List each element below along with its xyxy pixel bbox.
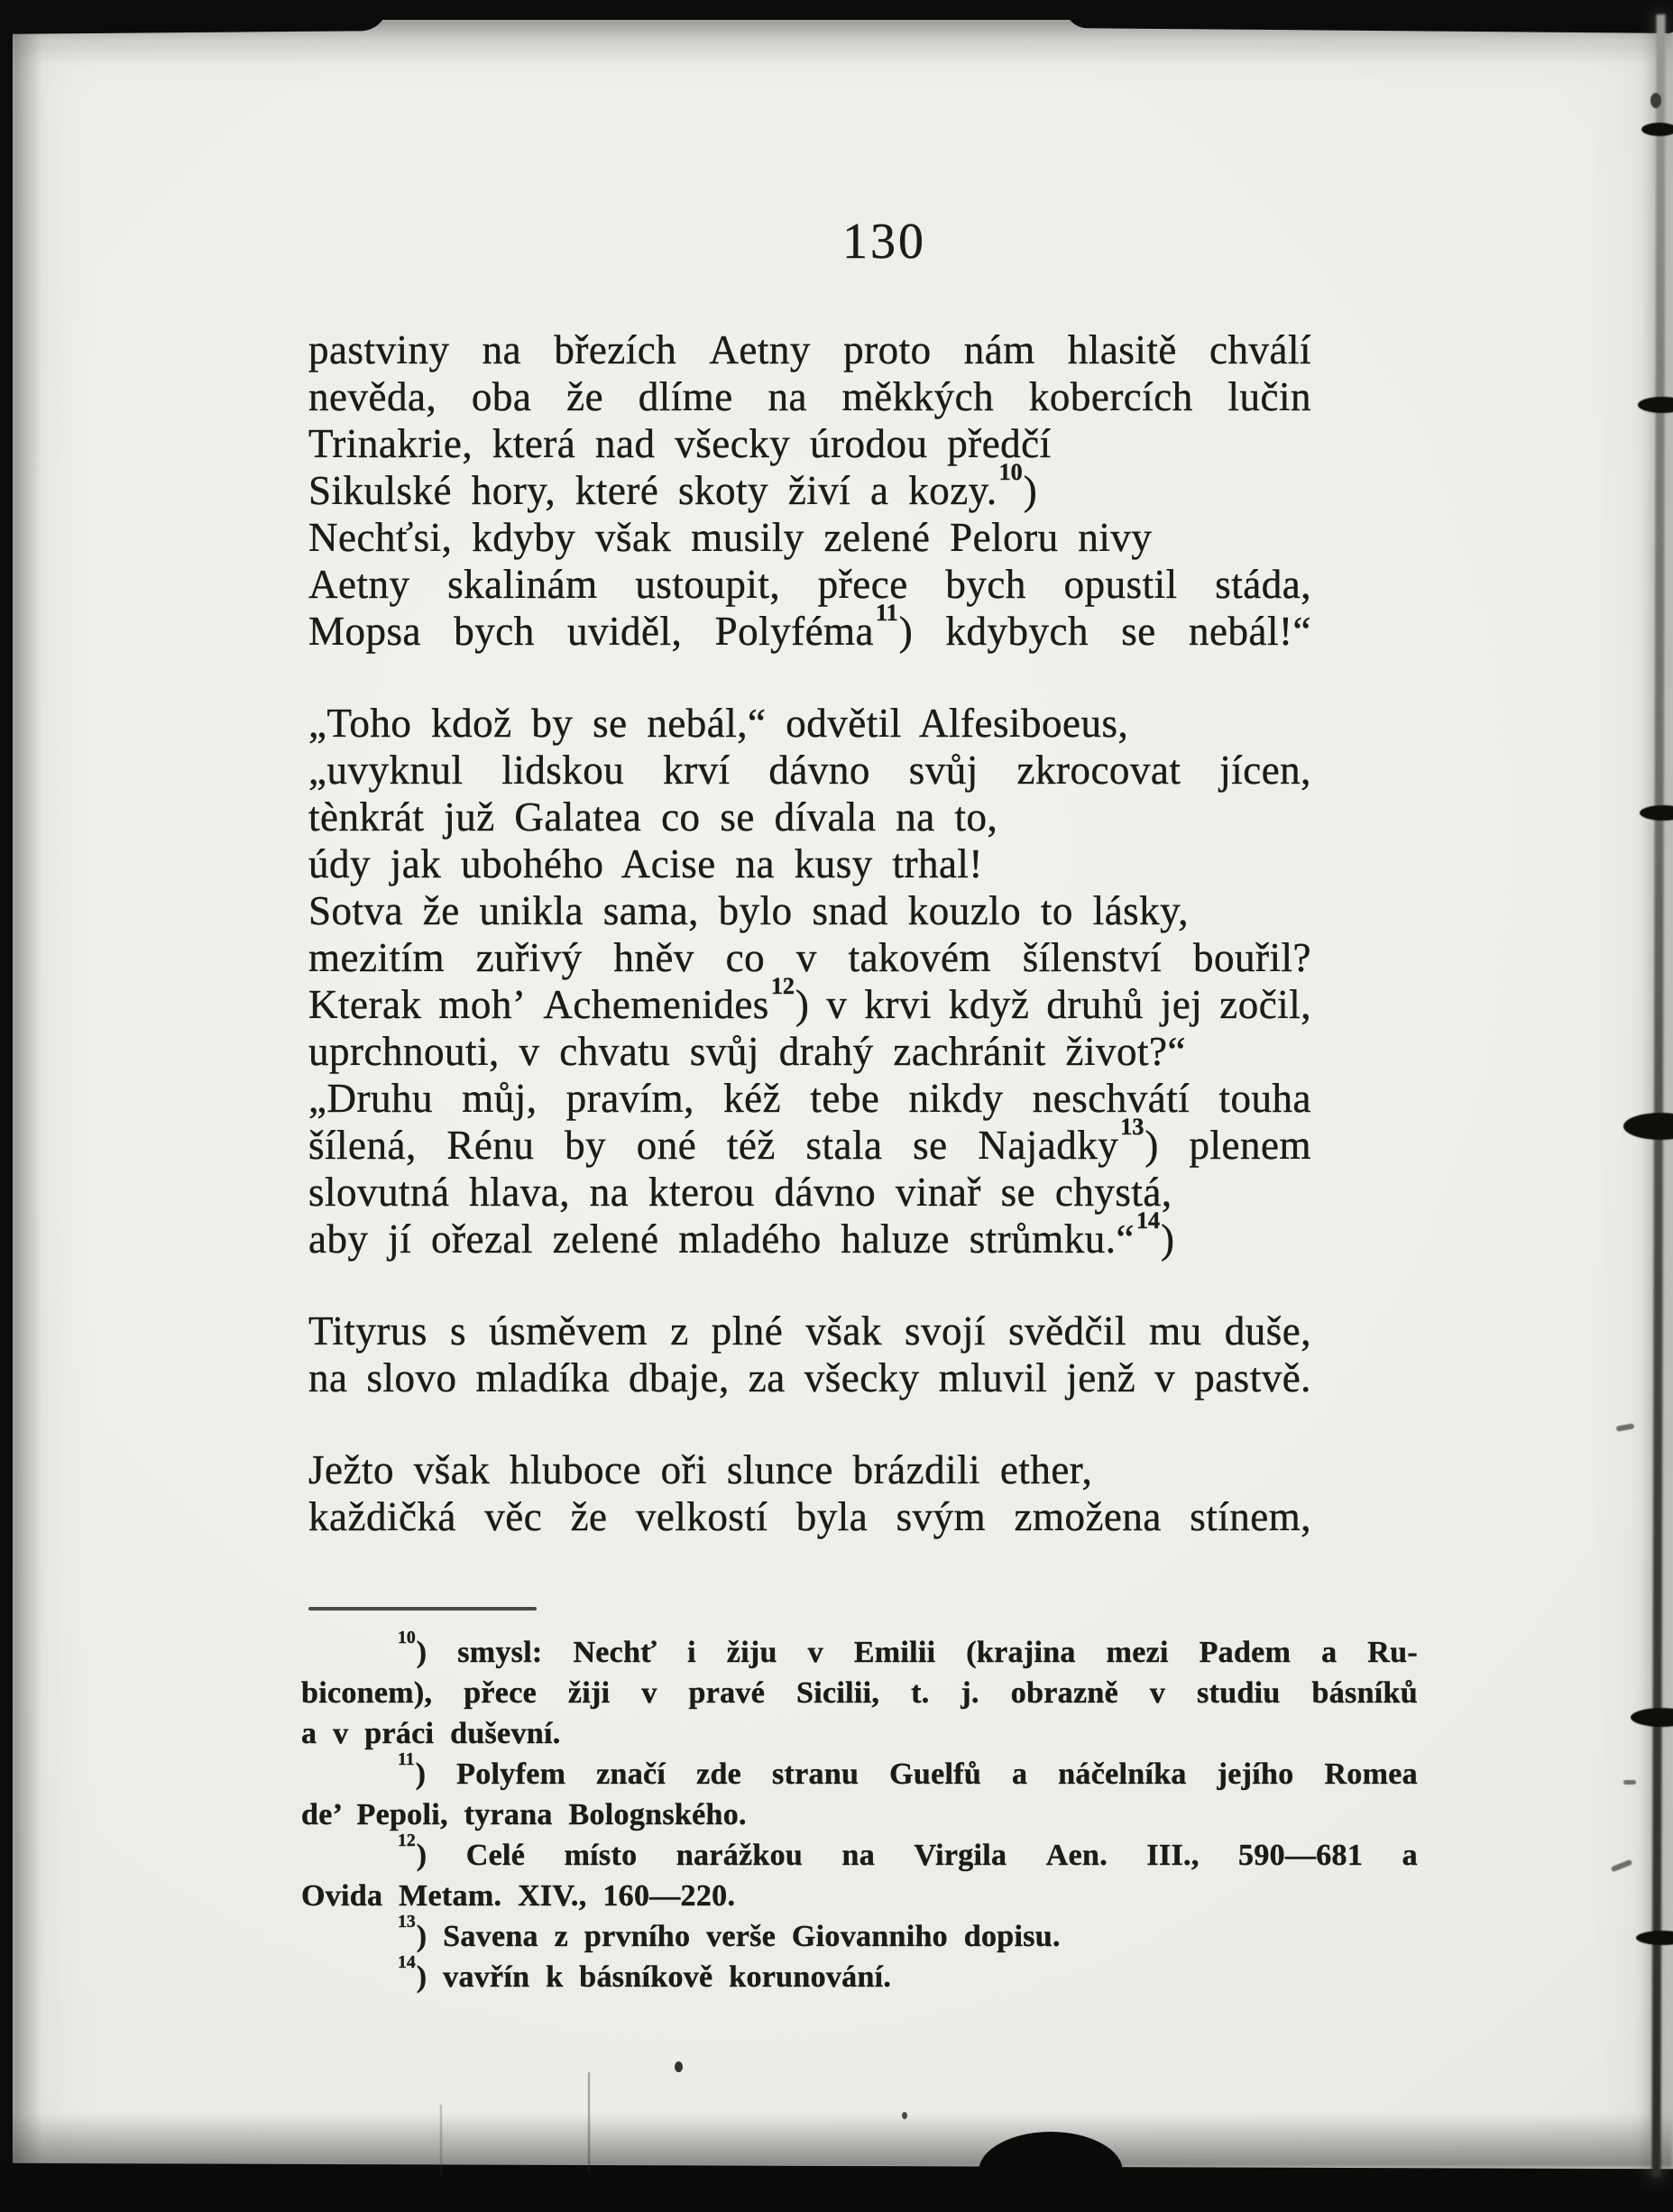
word: (krajina (966, 1636, 1076, 1669)
word: hněv (613, 935, 694, 980)
scan-border-bottom (0, 2163, 1673, 2212)
word: dávno (768, 748, 870, 793)
word: hlasitě (1067, 327, 1177, 372)
verse-line: slovutná hlava, na kterou dávno vinař se chystá, (308, 1170, 1172, 1215)
word: $^{10}$) (398, 1628, 427, 1669)
verse-line: Ježto však hluboce oři slunce brázdili ether, (308, 1447, 1093, 1492)
footnote-line: de’ Pepoli, tyrana Bolognského. (301, 1798, 747, 1831)
word: pastvě. (1194, 1355, 1311, 1400)
word: svědčil (1008, 1308, 1127, 1354)
verse-line (308, 1308, 1311, 1354)
word: stáda, (1215, 562, 1311, 607)
word: mluvil (938, 1355, 1048, 1400)
word: s (450, 1308, 467, 1354)
word: moh’ (438, 982, 527, 1027)
word: jenž (1066, 1355, 1136, 1400)
scan-corner-top-right (1064, 0, 1673, 33)
footnote-item (301, 1628, 1418, 1754)
word: opustil (1063, 562, 1178, 607)
word: chválí (1209, 327, 1311, 372)
word: krvi (864, 982, 932, 1027)
verse-line (308, 747, 1311, 794)
footnotes-section (301, 1628, 1418, 1997)
scan-speck (675, 2061, 683, 2072)
word: březích (554, 327, 677, 372)
word: biconem), (301, 1676, 433, 1710)
word: též (726, 1123, 776, 1168)
word: by (565, 1123, 607, 1168)
word: krví (663, 748, 731, 793)
word: v (826, 982, 848, 1027)
word: pastviny (308, 327, 450, 372)
word: j. (961, 1676, 979, 1710)
footnote-ref-marker: 14 (1135, 1207, 1161, 1234)
word: že (566, 374, 604, 419)
word: oné (636, 1123, 697, 1168)
scan-scratch (588, 2072, 590, 2173)
word: Aetny (308, 562, 410, 607)
word: bych (454, 609, 535, 654)
footnote-item (301, 1749, 1418, 1835)
word: lučin (1227, 374, 1311, 419)
word: v (795, 935, 817, 980)
verse-line (308, 1114, 1311, 1169)
footnote-line (301, 1831, 1418, 1876)
word: svým (896, 1494, 987, 1539)
word: touha (1218, 1076, 1311, 1121)
word: šílená, (308, 1123, 417, 1168)
scan-speck (902, 2112, 907, 2119)
word: lidskou (501, 748, 625, 793)
verse-line (308, 600, 1311, 655)
word: kéž (723, 1076, 782, 1121)
word: když (948, 982, 1030, 1027)
word: zočil, (1219, 982, 1311, 1027)
word: za (748, 1355, 786, 1400)
word: však (805, 1308, 882, 1354)
ink-blob (1641, 123, 1673, 136)
word: se (1121, 609, 1156, 654)
word: Tityrus (308, 1308, 427, 1354)
verse-line: Nechťsi, kdyby však musily zelené Peloru nivy (308, 515, 1153, 560)
verse-line (308, 973, 1311, 1028)
word: jícen, (1219, 748, 1311, 793)
word: žiji (567, 1676, 611, 1710)
word: pravé (688, 1676, 766, 1710)
footnote-ref-marker: 13 (1120, 1114, 1144, 1141)
word: byla (795, 1494, 869, 1539)
word: proto (843, 327, 932, 372)
word: „Druhu (308, 1076, 433, 1121)
word: $^{11}$) (398, 1749, 427, 1791)
word: co (725, 935, 766, 980)
word: neschvátí (1032, 1076, 1190, 1121)
footnote-ref-marker: 11 (876, 600, 898, 627)
verse-line: uprchnouti, v chvatu svůj drahý zachránit život?“ (308, 1029, 1186, 1074)
word: Kterak (308, 982, 422, 1027)
footnote-line: $^{14}$) vavřín k básníkově korunování. (398, 1952, 892, 1994)
word: šílenství (1022, 935, 1163, 980)
word: žiju (726, 1636, 777, 1669)
word: Aen. (1045, 1839, 1108, 1872)
word: každičká (308, 1494, 456, 1539)
scan-left-smudge (12, 0, 42, 2201)
verse-line: tènkrát juž Galatea co se dívala na to, (308, 794, 998, 840)
word: svojí (904, 1308, 986, 1354)
word: zmožena (1014, 1494, 1162, 1539)
scan-corner-top-left (0, 4, 388, 34)
word: Virgila (914, 1839, 1007, 1872)
word: a (1321, 1636, 1337, 1669)
word: Ru- (1367, 1636, 1418, 1669)
word: duše, (1224, 1308, 1311, 1354)
word: na (482, 327, 522, 372)
footnote-line (301, 1673, 1418, 1713)
scan-scratch (440, 2105, 442, 2175)
verse-line (308, 1493, 1311, 1540)
stanza (308, 1308, 1311, 1401)
verse-line (308, 1354, 1311, 1401)
stanza (308, 700, 1311, 1262)
word: v (1154, 1355, 1176, 1400)
footnote-item (301, 1831, 1418, 1916)
word: takovém (848, 935, 992, 980)
word: Padem (1199, 1636, 1292, 1669)
footnote-item (301, 1952, 1418, 1997)
footnote-line: a v práci duševní. (301, 1717, 561, 1750)
word: nikdy (908, 1076, 1004, 1121)
verse-line: Sotva že unikla sama, bylo snad kouzlo to lásky, (308, 888, 1190, 933)
word: Guelfů (889, 1758, 982, 1791)
verse-line: Trinakrie, která nad všecky úrodou předčí (308, 421, 1052, 466)
scan-bottom-smudge (0, 2114, 1673, 2168)
word: Celé (465, 1839, 526, 1872)
word: Polyféma$^{11}$) (714, 600, 914, 654)
word: kdybych (945, 609, 1089, 654)
word: obrazně (1010, 1676, 1118, 1710)
word: Polyfem (456, 1758, 566, 1791)
footnote-ref-marker: 10 (398, 1628, 416, 1648)
word: Sicilii, (796, 1676, 880, 1710)
word: mezitím (308, 935, 445, 980)
footnote-ref-marker: 14 (398, 1952, 416, 1973)
word: na (768, 374, 807, 419)
word: mladíka (475, 1355, 610, 1400)
footnote-line (301, 1749, 1418, 1794)
verse-line (308, 561, 1311, 608)
word: mu (1149, 1308, 1202, 1354)
word: Nechť (573, 1636, 657, 1669)
word: ustoupit, (635, 562, 781, 607)
verse-line (308, 326, 1311, 373)
word: se (913, 1123, 948, 1168)
footnote-ref-marker: 12 (398, 1831, 416, 1851)
word: zde (696, 1758, 742, 1791)
word: Rénu (446, 1123, 535, 1168)
word: uviděl, (567, 609, 683, 654)
word: i (687, 1636, 696, 1669)
word: kobercích (1028, 374, 1193, 419)
word: všecky (804, 1355, 920, 1400)
word: značí (596, 1758, 666, 1791)
word: plenem (1189, 1123, 1311, 1168)
word: t. (911, 1676, 930, 1710)
word: tebe (810, 1076, 880, 1121)
word: přece (464, 1676, 537, 1710)
word: nebál!“ (1189, 609, 1311, 654)
word: místo (564, 1839, 638, 1872)
scan-border-left (0, 0, 13, 2201)
footnote-line (301, 1628, 1418, 1673)
stanza (308, 326, 1311, 655)
verse-line: údy jak ubohého Acise na kusy trhal! (308, 841, 983, 886)
verse-line (308, 934, 1311, 981)
poem-text (308, 326, 1311, 1540)
word: stranu (771, 1758, 859, 1791)
footnote-item (301, 1912, 1418, 1957)
word: přece (817, 562, 908, 607)
footnote-line: Ovida Metam. XIV., 160—220. (301, 1879, 736, 1913)
word: bouřil? (1193, 935, 1311, 980)
word: měkkých (841, 374, 995, 419)
word: stala (805, 1123, 883, 1168)
word: v (1149, 1676, 1166, 1710)
footnote-line: $^{13}$) Savena z prvního verše Giovanniho dopisu. (398, 1912, 1061, 1953)
word: narážkou (676, 1839, 804, 1872)
word: Emilii (853, 1636, 936, 1669)
verse-line: „Toho kdož by se nebál,“ odvětil Alfesiboeus, (308, 701, 1129, 746)
word: $^{12}$) (398, 1831, 427, 1872)
footnote-divider (308, 1607, 537, 1611)
word: na (841, 1839, 876, 1872)
footnote-ref-marker: 13 (398, 1912, 416, 1932)
word: v (807, 1636, 823, 1669)
word: z (670, 1308, 689, 1354)
word: na (308, 1355, 348, 1400)
verse-line: Sikulské hory, které skoty živí a kozy.$^{10}$) (308, 459, 1038, 513)
word: 590—681 (1238, 1839, 1364, 1872)
word: zkrocovat (1016, 748, 1181, 793)
word: Mopsa (308, 609, 421, 654)
word: že (570, 1494, 608, 1539)
word: pravím, (565, 1076, 694, 1121)
page-number: 130 (842, 214, 926, 270)
word: nevěda, (308, 374, 437, 419)
footnote-ref-marker: 10 (998, 459, 1023, 486)
word: a (1402, 1839, 1418, 1872)
word: jejího (1217, 1758, 1294, 1791)
word: Najadky$^{13}$) (978, 1114, 1159, 1168)
word: básníků (1311, 1676, 1418, 1710)
ink-blob (1650, 93, 1661, 108)
footnote-ref-marker: 12 (770, 973, 795, 1000)
word: jej (1160, 982, 1203, 1027)
word: Romea (1324, 1758, 1418, 1791)
ink-dash (1623, 1780, 1636, 1785)
verse-line: aby jí ořezal zelené mladého haluze strůmku.“$^{14}$) (308, 1207, 1175, 1262)
word: úsměvem (489, 1308, 648, 1354)
page-paper (11, 9, 1673, 2201)
word: „uvyknul (308, 748, 464, 793)
word: III., (1146, 1839, 1200, 1872)
word: dbaje, (629, 1355, 730, 1400)
footnote-ref-marker: 11 (398, 1749, 415, 1770)
word: mezi (1106, 1636, 1169, 1669)
word: Achemenides$^{12}$) (543, 973, 810, 1027)
word: druhů (1046, 982, 1144, 1027)
word: slovo (366, 1355, 457, 1400)
word: oba (471, 374, 532, 419)
word: zuřivý (475, 935, 583, 980)
word: dlíme (638, 374, 733, 419)
word: stínem, (1190, 1494, 1311, 1539)
word: svůj (908, 748, 979, 793)
word: náčelníka (1058, 1758, 1187, 1791)
word: můj, (462, 1076, 538, 1121)
word: smysl: (457, 1636, 543, 1669)
word: v (641, 1676, 657, 1710)
verse-line (308, 373, 1311, 420)
word: věc (484, 1494, 543, 1539)
word: bych (945, 562, 1026, 607)
word: a (1012, 1758, 1028, 1791)
word: nám (963, 327, 1035, 372)
word: plné (711, 1308, 784, 1354)
stanza (308, 1446, 1311, 1540)
word: velkostí (635, 1494, 768, 1539)
word: Aetny (709, 327, 811, 372)
verse-line (308, 1075, 1311, 1122)
word: studiu (1197, 1676, 1281, 1710)
word: skalinám (447, 562, 598, 607)
